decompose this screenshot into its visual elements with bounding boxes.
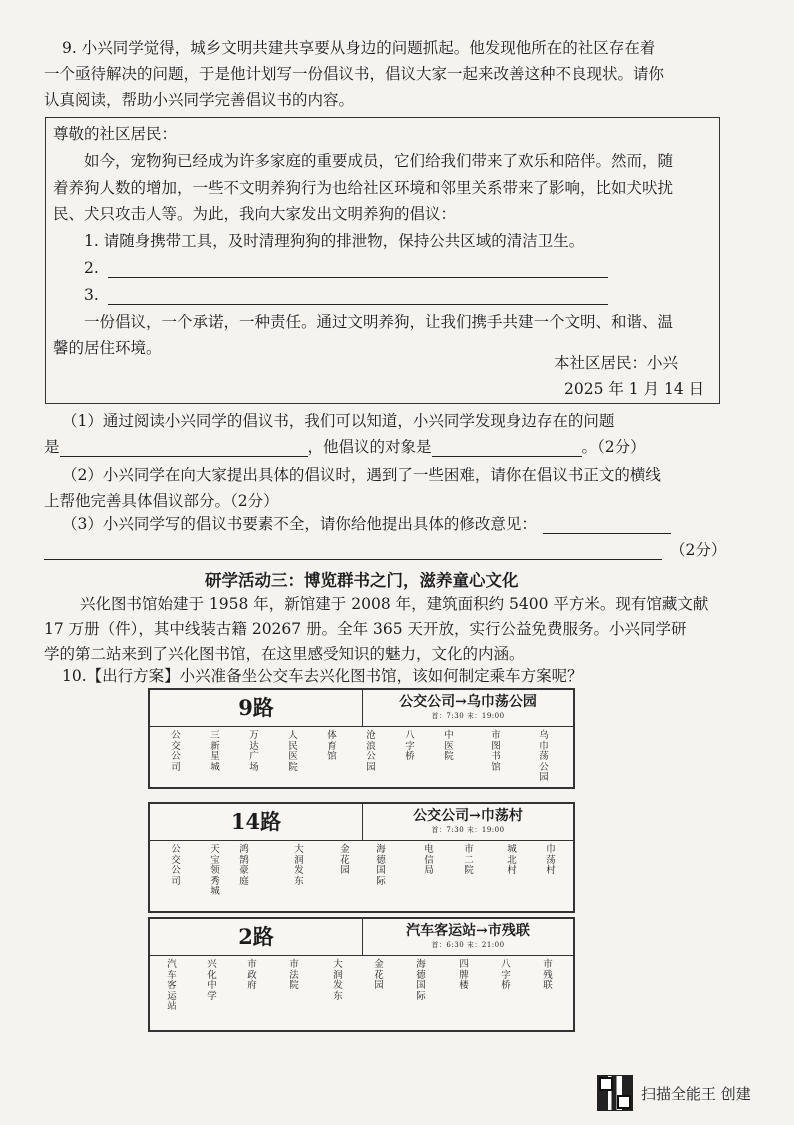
bus-stop: 万达广场 [249,730,259,773]
route-times: 首：6:30 末：21:00 [431,941,505,949]
bus-stop: 乌巾荡公园 [539,730,549,783]
letter-date: 2025 年 1 月 14 日 [564,380,705,398]
activity-3-intro-3: 学的第二站来到了兴化图书馆，在这里感受知识的魅力，文化的内涵。 [44,645,525,663]
q1-middle: ，他倡议的对象是 [307,438,432,456]
activity-3-intro-1: 兴化图书馆始建于 1958 年，新馆建于 2008 年，建筑面积约 5400 平方米。现有馆藏文献 [80,595,709,613]
route-14-card [148,802,575,913]
letter-item-2-row [84,258,608,278]
letter-closing-1: 一份倡议，一个承诺，一种责任。通过文明养狗，让我们携手共建一个文明、和谐、温 [84,313,674,331]
bus-stop: 市政府 [247,959,257,991]
activity-3-heading: 研学活动三：博览群书之门，滋养童心文化 [205,571,519,590]
bus-stop: 天宝领秀城 [210,844,220,897]
q2-line-2: 上帮他完善具体倡议部分。（2分） [44,492,279,510]
q3-answer-blank-1[interactable] [543,517,671,534]
bus-stop: 海德国际 [376,844,386,887]
qr-code-icon [597,1075,633,1111]
bus-stop: 公交公司 [171,730,181,773]
letter-item-3-row [84,285,608,305]
q1-line-1: （1）通过阅读小兴同学的倡议书，我们可以知道，小兴同学发现身边存在的问题 [62,412,615,430]
q3-prompt: （3）小兴同学写的倡议书要素不全，请你给他提出具体的修改意见： [62,515,537,533]
route-stops [150,727,573,787]
letter-item-1: 1. 请随身携带工具，及时清理狗狗的排泄物，保持公共区域的清洁卫生。 [84,232,585,250]
letter-body-2: 着养狗人数的增加，一些不文明养狗行为也给社区环境和邻里关系带来了影响，比如犬吠扰 [53,179,674,197]
bus-stop: 人民医院 [288,730,298,773]
route-stops [150,956,573,1030]
bus-stop: 市法院 [289,959,299,991]
bus-stop: 中医院 [444,730,454,762]
q9-line-2: 一个亟待解决的问题，于是他计划写一份倡议书，倡议大家一起来改善这种不良现状。请你 [44,65,665,83]
bus-stop: 市残联 [543,959,553,991]
route-number: 2路 [150,919,363,955]
bus-stop: 金花园 [374,959,384,991]
route-times: 首：7:30 末：19:00 [431,712,505,720]
bus-stop: 电信局 [424,844,434,876]
q2-line-1: （2）小兴同学在向大家提出具体的倡议时，遇到了一些困难，请你在倡议书正文的横线 [62,466,661,484]
bus-stop: 三新星城 [210,730,220,773]
q9-line-1: 9. 小兴同学觉得，城乡文明共建共享要从身边的问题抓起。他发现他所在的社区存在着 [62,39,656,57]
route-9-card [148,688,575,789]
letter-closing-2: 馨的居住环境。 [53,339,162,357]
q3-line-1 [62,514,671,534]
q1-line-2 [44,437,646,457]
bus-stop: 八字桥 [501,959,511,991]
bus-stop: 城北村 [507,844,517,876]
item-2-answer-blank[interactable] [108,261,608,278]
route-direction: 公交公司→巾荡村 [413,808,523,824]
bus-stop: 大润发东 [294,844,304,887]
bus-stop: 四牌楼 [459,959,469,991]
route-stops [150,841,573,911]
letter-signature: 本社区居民：小兴 [554,354,679,372]
letter-item-2-label: 2. [84,259,99,277]
bus-stop: 兴化中学 [207,959,217,1002]
bus-stop: 金花园 [340,844,350,876]
q10-prompt: 10.【出行方案】小兴准备坐公交车去兴化图书馆，该如何制定乘车方案呢？ [62,667,583,685]
bus-stop: 市二院 [464,844,474,876]
letter-body-3: 民、犬只攻击人等。为此，我向大家发出文明养狗的倡议： [53,205,457,223]
bus-stop: 巾荡村 [546,844,556,876]
bus-stop: 公交公司 [171,844,181,887]
q3-line-2 [44,540,726,560]
bus-stop: 市图书馆 [491,730,501,773]
route-number: 14路 [150,804,363,840]
activity-3-intro-2: 17 万册（件），其中线装古籍 20267 册。全年 365 天开放，实行公益免费服务。小兴同学研 [44,620,687,638]
q1-problem-blank[interactable] [60,440,308,457]
item-3-answer-blank[interactable] [108,288,608,305]
q1-end: 。（2分） [581,438,646,456]
bus-stop: 鸿鹄豪庭 [239,844,249,887]
route-number: 9路 [150,690,363,726]
q3-answer-blank-2[interactable] [44,543,662,560]
route-direction: 公交公司→乌巾荡公园 [399,694,537,710]
q1-prefix: 是 [44,438,60,456]
q9-line-3: 认真阅读，帮助小兴同学完善倡议书的内容。 [44,91,355,109]
bus-stop: 体育馆 [327,730,337,762]
bus-stop: 沧浪公园 [366,730,376,773]
bus-stop: 大润发东 [333,959,343,1002]
route-times: 首：7:30 末：19:00 [431,826,505,834]
bus-stop: 海德国际 [416,959,426,1002]
q3-score: （2分） [670,541,727,559]
bus-stop: 八字桥 [405,730,415,762]
q1-target-blank[interactable] [432,440,582,457]
letter-body-1: 如今，宠物狗已经成为许多家庭的重要成员，它们给我们带来了欢乐和陪伴。然而，随 [84,152,674,170]
letter-item-3-label: 3. [84,286,99,304]
scanner-brand-text: 扫描全能王 创建 [641,1085,751,1103]
letter-salutation: 尊敬的社区居民： [53,125,178,143]
route-2-card [148,917,575,1032]
route-direction: 汽车客运站→市残联 [406,923,530,939]
bus-stop: 汽车客运站 [167,959,177,1012]
